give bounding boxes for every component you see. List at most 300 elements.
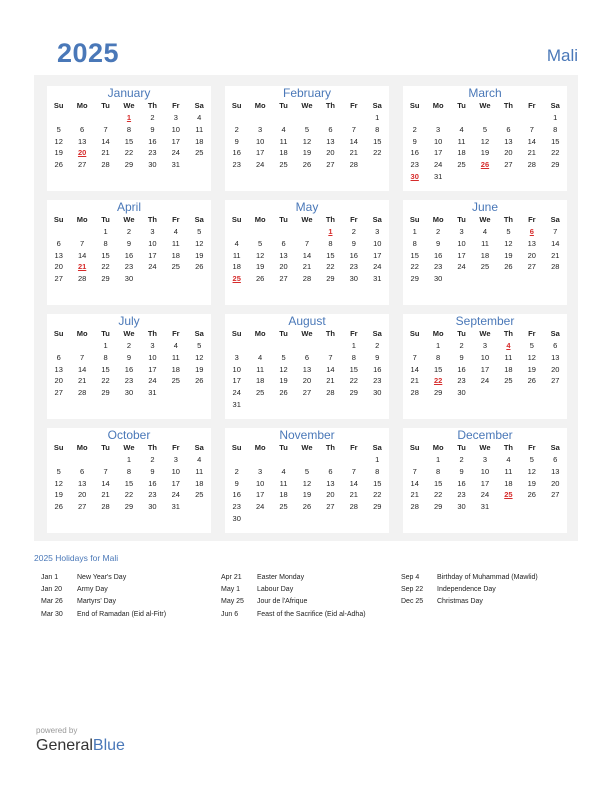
holiday-item <box>401 572 538 584</box>
month-name: August <box>288 314 326 328</box>
day-cell: 8 <box>375 466 380 476</box>
day-cell: 15 <box>124 136 134 146</box>
day-cell: 12 <box>527 466 536 476</box>
empty-cell <box>272 112 295 124</box>
week-row <box>47 226 211 238</box>
weekday-header: Sa <box>194 215 204 224</box>
day-cell: 21 <box>349 490 358 500</box>
day-cell: 22 <box>373 490 382 500</box>
day-cell: 20 <box>504 148 513 158</box>
day-cell: 22 <box>101 376 110 386</box>
holiday-date: May 25 <box>221 598 244 606</box>
day-cell: 21 <box>410 376 419 386</box>
month-name: June <box>471 200 499 214</box>
day-cell: 17 <box>232 376 241 386</box>
day-cell: 30 <box>433 274 443 284</box>
empty-cell <box>94 454 117 466</box>
day-cell: 4 <box>258 352 263 362</box>
day-cell: 2 <box>459 455 464 464</box>
empty-cell <box>473 112 496 124</box>
empty-cell <box>426 112 449 124</box>
day-cell: 30 <box>148 160 157 170</box>
month-name: July <box>118 314 140 328</box>
weekday-header: Su <box>231 329 242 338</box>
week-row <box>47 489 211 501</box>
holiday-item <box>221 584 366 596</box>
day-cell: 24 <box>480 376 490 386</box>
weekday-header: Th <box>325 329 335 338</box>
day-cell: 21 <box>410 490 419 500</box>
empty-cell <box>319 340 342 352</box>
week-row <box>47 273 211 285</box>
month-name: January <box>107 86 151 100</box>
day-cell: 10 <box>480 352 490 362</box>
week-row <box>225 501 389 513</box>
day-cell: 15 <box>101 364 110 374</box>
month-may <box>225 200 389 305</box>
day-cell: 25 <box>504 490 513 500</box>
day-cell: 22 <box>551 148 560 158</box>
day-cell: 1 <box>553 113 558 122</box>
day-cell: 8 <box>436 352 441 362</box>
day-cell: 6 <box>80 466 85 476</box>
day-cell: 26 <box>54 502 63 512</box>
day-cell: 12 <box>504 238 513 248</box>
holiday-column <box>41 572 166 621</box>
week-row <box>225 273 389 285</box>
day-cell: 9 <box>234 136 239 146</box>
day-cell: 3 <box>375 227 380 236</box>
day-cell: 22 <box>433 376 443 386</box>
day-cell: 13 <box>302 364 312 374</box>
empty-cell <box>450 171 473 183</box>
weekday-header: Fr <box>172 101 180 110</box>
week-row <box>403 159 567 171</box>
day-cell: 21 <box>302 262 312 272</box>
day-cell: 10 <box>457 238 466 248</box>
day-cell: 14 <box>77 250 87 260</box>
empty-cell <box>188 501 211 513</box>
weekday-header: Th <box>325 215 335 224</box>
holiday-date: Apr 21 <box>221 574 242 581</box>
weekday-header: Su <box>409 329 420 338</box>
day-cell: 5 <box>506 227 511 236</box>
day-cell: 9 <box>375 352 380 362</box>
day-cell: 3 <box>459 227 464 236</box>
day-cell: 19 <box>279 376 288 386</box>
day-cell: 26 <box>195 262 204 272</box>
empty-cell <box>497 112 520 124</box>
week-row <box>225 375 389 387</box>
day-cell: 8 <box>328 238 333 248</box>
day-cell: 16 <box>124 364 134 374</box>
day-cell: 31 <box>373 274 382 284</box>
day-cell: 20 <box>326 148 335 158</box>
week-row <box>403 364 567 376</box>
day-cell: 4 <box>197 455 202 464</box>
day-cell: 21 <box>77 376 87 386</box>
day-cell: 2 <box>351 227 356 236</box>
day-cell: 7 <box>328 352 333 362</box>
day-cell: 10 <box>373 238 382 248</box>
weekday-header: Sa <box>194 101 204 110</box>
weekday-header: Mo <box>76 215 88 224</box>
day-cell: 26 <box>302 160 312 170</box>
day-cell: 16 <box>232 490 241 500</box>
empty-cell <box>497 273 520 285</box>
day-cell: 27 <box>54 388 63 398</box>
day-cell: 9 <box>436 238 441 248</box>
day-cell: 6 <box>553 455 558 464</box>
week-row <box>225 238 389 250</box>
day-cell: 17 <box>171 136 180 146</box>
day-cell: 27 <box>527 262 536 272</box>
empty-cell <box>544 273 567 285</box>
day-cell: 14 <box>101 136 110 146</box>
day-cell: 14 <box>349 136 358 146</box>
day-cell: 5 <box>56 124 61 134</box>
empty-cell <box>225 340 248 352</box>
day-cell: 25 <box>457 160 466 170</box>
holiday-name: Independence Day <box>437 586 496 594</box>
weekday-header: We <box>123 215 135 224</box>
day-cell: 2 <box>126 227 132 236</box>
day-cell: 27 <box>326 502 335 512</box>
weekday-header: We <box>123 101 135 110</box>
empty-cell <box>164 387 187 399</box>
holiday-date: May 1 <box>221 586 241 594</box>
day-cell: 29 <box>551 160 560 170</box>
day-cell: 12 <box>54 136 63 146</box>
day-cell: 3 <box>150 227 155 236</box>
week-row <box>403 112 567 124</box>
week-row <box>403 238 567 250</box>
day-cell: 29 <box>124 502 134 512</box>
week-row <box>47 466 211 478</box>
day-cell: 21 <box>527 148 536 158</box>
weekday-header: Mo <box>254 215 266 224</box>
day-cell: 11 <box>481 238 489 248</box>
week-row <box>403 489 567 501</box>
day-cell: 29 <box>349 388 358 398</box>
day-cell: 13 <box>54 364 63 374</box>
weekday-header: Fr <box>172 215 180 224</box>
day-cell: 8 <box>126 466 132 476</box>
day-cell: 16 <box>232 148 241 158</box>
day-cell: 21 <box>77 262 87 272</box>
weekday-header: Th <box>147 101 157 110</box>
week-row <box>403 273 567 285</box>
empty-cell <box>403 454 426 466</box>
day-cell: 30 <box>232 513 241 523</box>
day-cell: 20 <box>77 490 87 500</box>
weekday-header: We <box>479 329 491 338</box>
week-row <box>403 340 567 352</box>
week-row <box>47 112 211 124</box>
week-row <box>225 112 389 124</box>
holiday-item <box>221 609 366 621</box>
week-row <box>225 489 389 501</box>
day-cell: 18 <box>504 364 513 374</box>
weekday-header: Mo <box>432 101 444 110</box>
day-cell: 4 <box>234 238 239 248</box>
day-cell: 25 <box>279 502 288 512</box>
empty-cell <box>248 454 271 466</box>
day-cell: 31 <box>171 160 180 170</box>
day-cell: 12 <box>302 136 312 146</box>
day-cell: 19 <box>527 364 536 374</box>
weekday-header: Mo <box>76 101 88 110</box>
day-cell: 11 <box>457 136 466 146</box>
weekday-header: Mo <box>76 329 88 338</box>
day-cell: 2 <box>436 227 441 236</box>
day-cell: 5 <box>482 124 488 134</box>
week-row <box>47 159 211 171</box>
day-cell: 2 <box>234 466 239 476</box>
weekday-header: Th <box>503 101 513 110</box>
day-cell: 4 <box>506 341 511 350</box>
week-row <box>47 124 211 136</box>
day-cell: 15 <box>326 250 335 260</box>
day-cell: 31 <box>171 502 180 512</box>
day-cell: 25 <box>504 376 513 386</box>
day-cell: 28 <box>101 502 110 512</box>
day-cell: 5 <box>281 352 286 362</box>
holiday-name: Feast of the Sacrifice (Eid al-Adha) <box>257 610 366 618</box>
day-cell: 4 <box>482 227 488 236</box>
day-cell: 27 <box>279 274 288 284</box>
day-cell: 13 <box>326 478 335 488</box>
day-cell: 22 <box>410 262 419 272</box>
empty-cell <box>272 226 295 238</box>
day-cell: 1 <box>436 455 441 464</box>
empty-cell <box>225 454 248 466</box>
day-cell: 2 <box>412 124 417 134</box>
month-name: November <box>279 428 335 442</box>
brand-logo[interactable] <box>36 737 125 755</box>
week-row <box>225 399 389 411</box>
week-row <box>47 478 211 490</box>
empty-cell <box>403 112 426 124</box>
empty-cell <box>188 159 211 171</box>
day-cell: 18 <box>232 262 241 272</box>
day-cell: 7 <box>80 238 85 248</box>
day-cell: 20 <box>77 148 87 158</box>
weekday-header: Th <box>147 443 157 452</box>
day-cell: 23 <box>124 376 134 386</box>
empty-cell <box>450 112 473 124</box>
empty-cell <box>272 454 295 466</box>
day-cell: 7 <box>412 352 417 362</box>
brand-general: General <box>36 737 93 754</box>
day-cell: 8 <box>412 238 417 248</box>
day-cell: 3 <box>173 455 178 464</box>
day-cell: 28 <box>77 388 87 398</box>
empty-cell <box>272 513 295 525</box>
weekday-header: Sa <box>372 443 382 452</box>
day-cell: 26 <box>279 388 288 398</box>
day-cell: 8 <box>103 352 108 362</box>
day-cell: 20 <box>527 250 536 260</box>
day-cell: 30 <box>457 502 466 512</box>
month-february <box>225 86 389 191</box>
day-cell: 12 <box>195 238 204 248</box>
day-cell: 1 <box>375 113 380 122</box>
day-cell: 24 <box>255 502 265 512</box>
empty-cell <box>295 112 318 124</box>
day-cell: 6 <box>506 124 511 134</box>
day-cell: 15 <box>124 478 134 488</box>
month-name: February <box>282 86 332 100</box>
day-cell: 23 <box>232 502 241 512</box>
weekday-header: Fr <box>528 329 536 338</box>
holiday-name: Martyrs' Day <box>77 598 117 606</box>
day-cell: 8 <box>126 124 132 134</box>
weekday-header: Tu <box>101 215 110 224</box>
country-title: Mali <box>546 46 578 65</box>
weekday-header: We <box>479 101 491 110</box>
day-cell: 28 <box>349 160 358 170</box>
day-cell: 13 <box>551 466 560 476</box>
day-cell: 11 <box>256 364 265 374</box>
weekday-header: Sa <box>550 329 560 338</box>
day-cell: 26 <box>527 490 536 500</box>
week-row <box>47 238 211 250</box>
week-row <box>403 124 567 136</box>
day-cell: 26 <box>480 160 490 170</box>
week-row <box>47 352 211 364</box>
empty-cell <box>141 273 164 285</box>
empty-cell <box>366 159 389 171</box>
day-cell: 6 <box>281 238 286 248</box>
day-cell: 1 <box>351 341 356 350</box>
empty-cell <box>188 387 211 399</box>
day-cell: 18 <box>279 148 288 158</box>
day-cell: 28 <box>326 388 335 398</box>
empty-cell <box>520 501 543 513</box>
day-cell: 5 <box>304 466 310 476</box>
week-row <box>403 501 567 513</box>
day-cell: 28 <box>410 388 419 398</box>
empty-cell <box>164 273 187 285</box>
day-cell: 4 <box>173 341 178 350</box>
day-cell: 2 <box>234 124 239 134</box>
weekday-header: We <box>301 443 313 452</box>
weekday-header: Sa <box>372 101 382 110</box>
week-row <box>225 147 389 159</box>
day-cell: 19 <box>302 490 312 500</box>
day-cell: 9 <box>234 478 239 488</box>
empty-cell <box>248 399 271 411</box>
day-cell: 6 <box>56 352 61 362</box>
day-cell: 15 <box>373 136 382 146</box>
day-cell: 20 <box>279 262 288 272</box>
day-cell: 9 <box>126 238 132 248</box>
day-cell: 22 <box>349 376 358 386</box>
day-cell: 7 <box>553 227 558 236</box>
day-cell: 16 <box>349 250 358 260</box>
day-cell: 29 <box>433 502 443 512</box>
month-january <box>47 86 211 191</box>
day-cell: 13 <box>54 250 63 260</box>
day-cell: 31 <box>232 399 241 409</box>
week-row <box>47 501 211 513</box>
month-december <box>403 428 567 533</box>
empty-cell <box>450 273 473 285</box>
empty-cell <box>272 399 295 411</box>
weekday-header: Fr <box>350 215 358 224</box>
day-cell: 28 <box>302 274 312 284</box>
day-cell: 5 <box>529 455 534 464</box>
month-name: March <box>468 86 502 100</box>
day-cell: 24 <box>148 262 157 272</box>
month-october <box>47 428 211 533</box>
empty-cell <box>47 340 70 352</box>
day-cell: 29 <box>410 274 419 284</box>
day-cell: 15 <box>433 364 443 374</box>
week-row <box>47 364 211 376</box>
day-cell: 17 <box>373 250 382 260</box>
weekday-header: Th <box>147 215 157 224</box>
empty-cell <box>342 513 365 525</box>
weekday-header: Tu <box>457 101 466 110</box>
holiday-item <box>401 596 538 608</box>
empty-cell <box>225 226 248 238</box>
day-cell: 8 <box>375 124 380 134</box>
empty-cell <box>70 340 93 352</box>
holiday-name: Labour Day <box>257 586 294 594</box>
empty-cell <box>544 171 567 183</box>
day-cell: 15 <box>433 478 443 488</box>
day-cell: 2 <box>375 341 380 350</box>
week-row <box>225 136 389 148</box>
empty-cell <box>473 387 496 399</box>
day-cell: 31 <box>480 502 490 512</box>
holiday-name: Easter Monday <box>257 574 305 581</box>
day-cell: 9 <box>150 124 155 134</box>
day-cell: 3 <box>436 124 441 134</box>
day-cell: 21 <box>551 250 560 260</box>
week-row <box>225 226 389 238</box>
weekday-header: We <box>301 329 313 338</box>
day-cell: 22 <box>101 262 110 272</box>
week-row <box>403 250 567 262</box>
week-row <box>225 340 389 352</box>
day-cell: 7 <box>304 238 310 248</box>
day-cell: 3 <box>173 113 178 122</box>
weekday-header: Su <box>409 443 420 452</box>
day-cell: 21 <box>349 148 358 158</box>
weekday-header: Sa <box>194 329 204 338</box>
weekday-header: Su <box>231 443 242 452</box>
holiday-name: End of Ramadan (Eid al-Fitr) <box>77 610 167 618</box>
day-cell: 5 <box>304 124 310 134</box>
week-row <box>225 250 389 262</box>
month-august <box>225 314 389 419</box>
weekday-header: Tu <box>101 101 110 110</box>
weekday-header: Tu <box>457 215 466 224</box>
weekday-header: We <box>123 443 135 452</box>
day-cell: 18 <box>480 250 490 260</box>
day-cell: 29 <box>124 160 134 170</box>
day-cell: 24 <box>232 388 241 398</box>
brand-blue: Blue <box>92 737 125 754</box>
day-cell: 19 <box>54 490 63 500</box>
day-cell: 19 <box>527 478 536 488</box>
holiday-item <box>41 609 166 621</box>
day-cell: 16 <box>148 478 157 488</box>
holiday-date: Sep 22 <box>401 586 424 594</box>
